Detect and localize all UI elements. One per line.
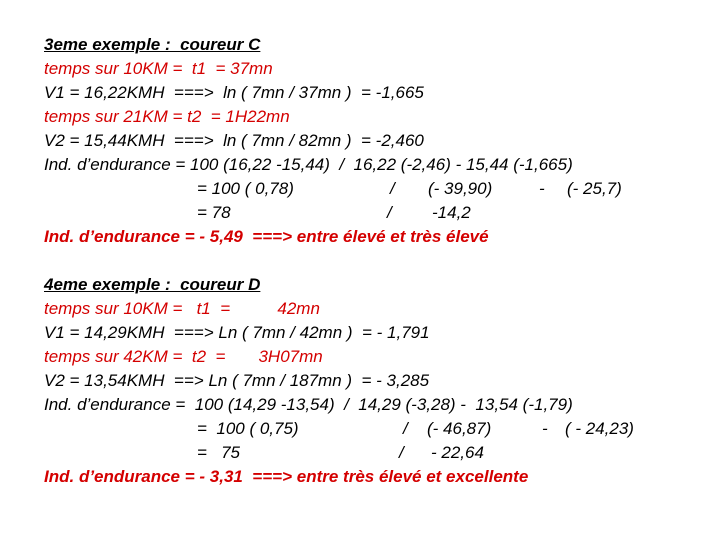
example3-row3-a: = 78: [197, 203, 231, 222]
example3-row3-b: /: [387, 203, 392, 222]
example3-row2-d: -: [539, 179, 545, 198]
example4-line-endurance-formula: Ind. d’endurance = 100 (14,29 -13,54) / 14,29 (-3,28) - 13,54 (-1,79): [44, 395, 573, 414]
example3-row2-a: = 100 ( 0,78): [197, 179, 294, 198]
example3-line-speed1: V1 = 16,22KMH ===> ln ( 7mn / 37mn ) = -1,665: [44, 83, 424, 102]
example3-row2-b: /: [390, 179, 395, 198]
example4-row3-c: - 22,64: [431, 443, 484, 462]
example3-title: 3eme exemple : coureur C: [44, 35, 261, 54]
example4-result: Ind. d’endurance = - 3,31 ===> entre très élevé et excellente: [44, 467, 529, 486]
example4-row3-a: = 75: [197, 443, 241, 462]
example3-line-time2: temps sur 21KM = t2 = 1H22mn: [44, 107, 290, 126]
example4-row2-a: = 100 ( 0,75): [197, 419, 299, 438]
example3-row2-e: (- 25,7): [567, 179, 622, 198]
example4-line-time2: temps sur 42KM = t2 = 3H07mn: [44, 347, 323, 366]
example4-row2-b: /: [403, 419, 408, 438]
example4-row2-c: (- 46,87): [427, 419, 492, 438]
example4-row2-d: -: [542, 419, 548, 438]
example3-row3-c: -14,2: [432, 203, 471, 222]
example4-row2-e: ( - 24,23): [565, 419, 634, 438]
example3-result: Ind. d’endurance = - 5,49 ===> entre élevé et très élevé: [44, 227, 489, 246]
example4-line-speed2: V2 = 13,54KMH ==> Ln ( 7mn / 187mn ) = - 3,285: [44, 371, 430, 390]
example4-title: 4eme exemple : coureur D: [44, 275, 261, 294]
example3-line-speed2: V2 = 15,44KMH ===> ln ( 7mn / 82mn ) = -2,460: [44, 131, 424, 150]
example3-row2-c: (- 39,90): [428, 179, 493, 198]
example4-line-time1: temps sur 10KM = t1 = 42mn: [44, 299, 320, 318]
example4-line-speed1: V1 = 14,29KMH ===> Ln ( 7mn / 42mn ) = - 1,791: [44, 323, 430, 342]
example3-line-time1: temps sur 10KM = t1 = 37mn: [44, 59, 273, 78]
example4-row3-b: /: [399, 443, 404, 462]
example3-line-endurance-formula: Ind. d’endurance = 100 (16,22 -15,44) / 16,22 (-2,46) - 15,44 (-1,665): [44, 155, 573, 174]
